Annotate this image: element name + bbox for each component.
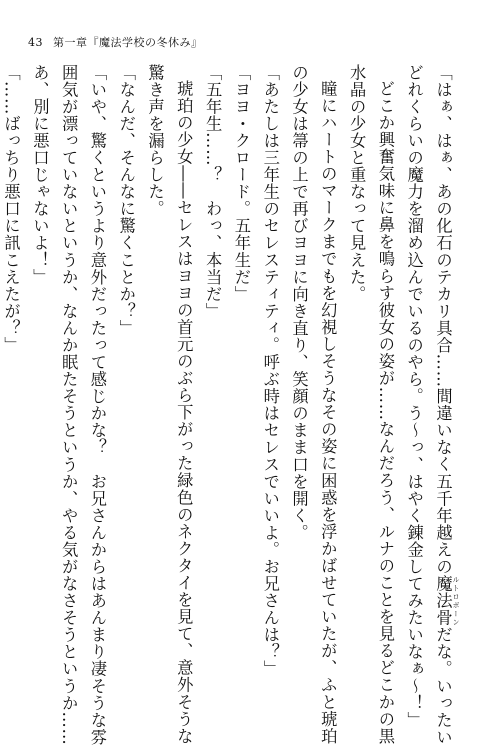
text-line: 水晶の少女と重なって見えた。 [347,64,367,303]
text-line: 瞳にハートのマークまでもを幻視しそうなその姿に困惑を浮かばせていたが、ふと琥珀 [318,80,338,745]
text-line: 「……ばっちり悪口に訊こえたが？」 [1,64,21,354]
text-line: 「なんだ、そんなに驚くことか？」 [116,64,136,337]
text-line: 「あたしは三年生のセレスティティ。呼ぶ時はセレスでいいよ。お兄さんは？」 [260,64,280,678]
chapter-label: 第一章 [53,36,88,49]
text-line: 「ヨヨ・クロード。五年生だ」 [231,64,251,303]
text-line: 「いや、驚くというより意外だったって感じかな？ お兄さんからはあんまり凄そうな雰 [87,64,107,746]
novel-text [1,64,460,746]
running-header [28,34,203,50]
chapter-title: 『魔法学校の冬休み』 [87,36,203,49]
text-line: の少女は箒の上で再びヨヨに向き直り、笑顔のまま口を開く。 [289,64,309,542]
page-number: 43 [28,36,43,49]
text-line: 琥珀の少女――セレスはヨヨの首元のぶら下がった緑色のネクタイを見て、意外そうな [174,80,194,745]
text-line: どれくらいの魔力を溜め込んでいるのやら。う〜っ、はやく錬金してみたいなぁ〜！」 [404,64,424,729]
ruby-annotation: 魔法骨 ルトロボーン [433,575,460,627]
text-line: 「五年生……？ わっ、本当だ」 [203,64,223,320]
text-line: あ、別に悪口じゃないよ！」 [30,64,50,286]
text-line: 囲気が漂っていないというか、なんか眠たそうというか、やる気がなさそうというか…… [59,64,79,746]
text-line: 「はぁ、はぁ、あの化石のテカリ具合……間違いなく五千年越えの魔法骨 ルトロボーンだな。いったい [433,64,460,746]
text-line: どこか興奮気味に鼻を鳴らす彼女の姿が……なんだろう、ルナのことを見るどこかの黒 [375,80,395,745]
text-line: 驚き声を漏らした。 [145,64,165,218]
